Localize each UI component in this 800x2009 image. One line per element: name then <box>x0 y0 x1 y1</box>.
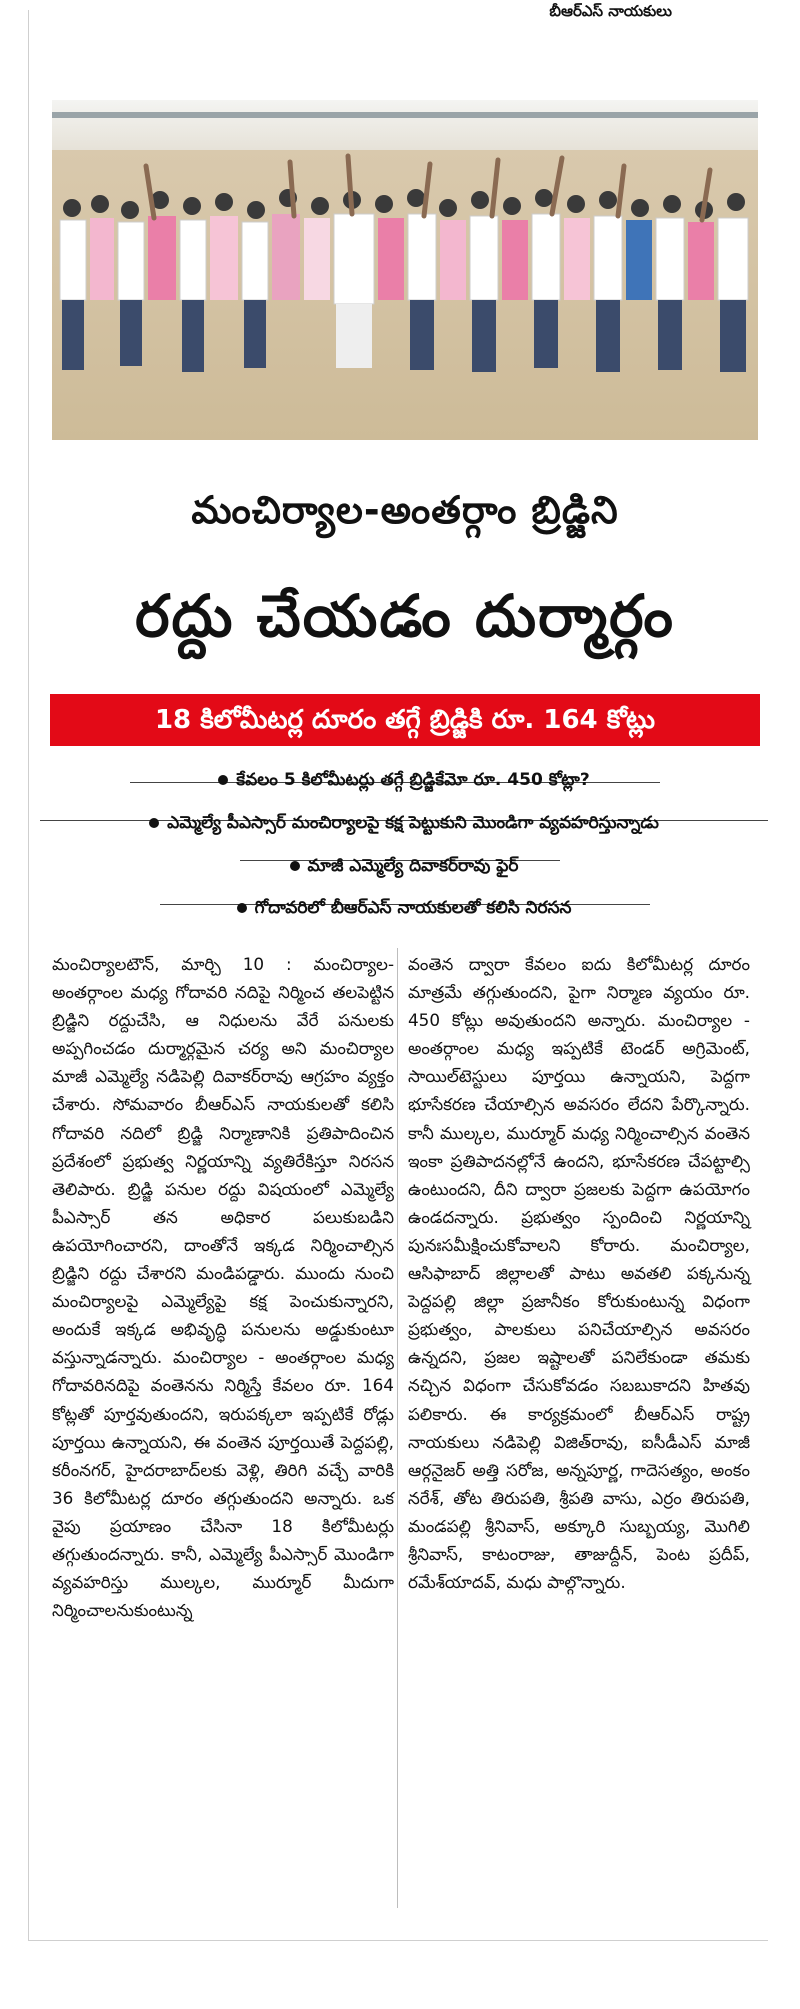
section-label: బీఆర్ఎస్ నాయకులు <box>549 2 672 20</box>
page-frame-left-rule <box>28 10 29 1940</box>
subhead-3-text: మాజీ ఎమ్మెల్యే దివాకర్‌రావు ఫైర్ <box>307 856 519 876</box>
protest-photo <box>52 100 758 440</box>
page-frame-bottom-rule <box>28 1940 768 1941</box>
subhead-1-text: కేవలం 5 కిలోమీటర్లు తగ్గే బ్రిడ్జికేమో రూ. 450 కోట్లా? <box>236 770 590 790</box>
article-text-right: వంతెన ద్వారా కేవలం ఐదు కిలోమీటర్ల దూరం మాత్రమే తగ్గుతుందని, పైగా నిర్మాణ వ్యయం రూ. 450 కోట్లు అవుతుందని అన్నారు. మంచిర్యాల - అంతర్గాంల మధ్య ఇప్పటికే టెండర్ అగ్రిమెంట్, సాయిల్‌టెస్టులు పూర్తయి ఉన్నాయని, పెద్దగా భూసేకరణ చేయాల్సిన అవసరం లేదని పేర్కొన్నారు. కానీ ముల్కల, ముర్మూర్ మధ్య నిర్మించాల్సిన వంతెన ఇంకా ప్రతిపాదనల్లోనే ఉందని, భూసేకరణ చేపట్టాల్సి ఉంటుందని, దీని ద్వారా ప్రజలకు పెద్దగా ఉపయోగం ఉండదన్నారు. ప్రభుత్వం స్పందించి నిర్ణయాన్ని పునఃసమీక్షించుకోవాలని కోరారు. మంచిర్యాల, ఆసిఫాబాద్ జిల్లాలతో పాటు అవతలి పక్కనున్న పెద్దపల్లి జిల్లా ప్రజానీకం కోరుకుంటున్న విధంగా ప్రభుత్వం, పాలకులు పనిచేయాల్సిన అవసరం ఉన్నదని, ప్రజల ఇష్టాలతో పనిలేకుండా తమకు నచ్చిన విధంగా చేసుకోవడం సబబుకాదని హితవు పలికారు. ఈ కార్యక్రమంలో బీఆర్ఎస్ రాష్ట్ర నాయకులు నడిపెల్లి విజిత్‌రావు, ఐసీడీఎస్ మాజీ ఆర్గనైజర్ అత్తి సరోజ, అన్నపూర్ణ, గాదెసత్యం, అంకం నరేశ్, తోట తిరుపతి, శ్రీపతి వాసు, ఎర్రం తిరుపతి, మండపల్లి శ్రీనివాస్, అక్కూరి సుబ్బయ్య, మొగిలి శ్రీనివాస్, కాటంరాజు, తాజుద్దీన్, పెంట ప్రదీప్, రమేశ్‌యాదవ్, మధు పాల్గొన్నారు. <box>408 954 750 1593</box>
protest-photo-image <box>52 100 758 440</box>
headline-line-1: మంచిర్యాల-అంతర్గాం బ్రిడ్జిని <box>191 488 619 532</box>
bullet-icon <box>149 818 159 828</box>
bullet-icon <box>218 775 228 785</box>
subhead-2-text: ఎమ్మెల్యే పీఎస్సార్ మంచిర్యాలపై కక్ష పెట్టుకుని మొండిగా వ్యవహరిస్తున్నాడు <box>167 813 659 833</box>
bullet-icon <box>237 903 247 913</box>
headline-line-2: రద్దు చేయడం దుర్మార్గం <box>135 582 675 650</box>
column-divider <box>397 948 398 1908</box>
red-highlight-banner: 18 కిలోమీటర్ల దూరం తగ్గే బ్రిడ్జికి రూ. 164 కోట్లు <box>50 694 760 746</box>
subhead-4-text: గోదావరిలో బీఆర్ఎస్ నాయకులతో కలిసి నిరసన <box>254 898 572 918</box>
subhead-2 <box>40 813 768 837</box>
subhead-4 <box>40 898 768 922</box>
subhead-1 <box>40 770 768 794</box>
bullet-icon <box>290 861 300 871</box>
article-column-right <box>408 950 750 1596</box>
subhead-3 <box>40 856 768 880</box>
article-column-left <box>52 950 394 1624</box>
article-text-left: మంచిర్యాలటౌన్, మార్చి 10 : మంచిర్యాల-అంతర్గాంల మధ్య గోదావరి నదిపై నిర్మించ తలపెట్టిన బ్రిడ్జిని రద్దుచేసి, ఆ నిధులను వేరే పనులకు అప్పగించడం దుర్మార్గమైన చర్య అని మంచిర్యాల మాజీ ఎమ్మెల్యే నడిపెల్లి దివాకర్‌రావు ఆగ్రహం వ్యక్తం చేశారు. సోమవారం బీఆర్ఎస్ నాయకులతో కలిసి గోదావరి నదిలో బ్రిడ్జి నిర్మాణానికి ప్రతిపాదించిన ప్రదేశంలో ప్రభుత్వ నిర్ణయాన్ని వ్యతిరేకిస్తూ నిరసన తెలిపారు. బ్రిడ్జి పనుల రద్దు విషయంలో ఎమ్మెల్యే పీఎస్సార్ తన అధికార పలుకుబడిని ఉపయోగించారని, దాంతోనే ఇక్కడ నిర్మించాల్సిన బ్రిడ్జిని రద్దు చేశారని మండిపడ్డారు. ముందు నుంచి మంచిర్యాలపై ఎమ్మెల్యేపై కక్ష పెంచుకున్నారని, అందుకే ఇక్కడ అభివృద్ధి పనులను అడ్డుకుంటూ వస్తున్నాడన్నారు. మంచిర్యాల - అంతర్గాంల మధ్య గోదావరినదిపై వంతెనను నిర్మిస్తే కేవలం రూ. 164 కోట్లతో పూర్తవుతుందని, ఇరుపక్కలా ఇప్పటికే రోడ్లు పూర్తయి ఉన్నాయని, ఈ వంతెన పూర్తయితే పెద్దపల్లి, కరీంనగర్, హైదరాబాద్‌లకు వెళ్లి, తిరిగి వచ్చే వారికి 36 కిలోమీటర్ల దూరం తగ్గుతుందని అన్నారు. ఒక వైపు ప్రయాణం చేసినా 18 కిలోమీటర్లు తగ్గుతుందన్నారు. కానీ, ఎమ్మెల్యే పీఎస్సార్ మొండిగా వ్యవహరిస్తు ముల్కల, ముర్మూర్ మీదుగా నిర్మించాలనుకుంటున్న <box>52 954 394 1621</box>
